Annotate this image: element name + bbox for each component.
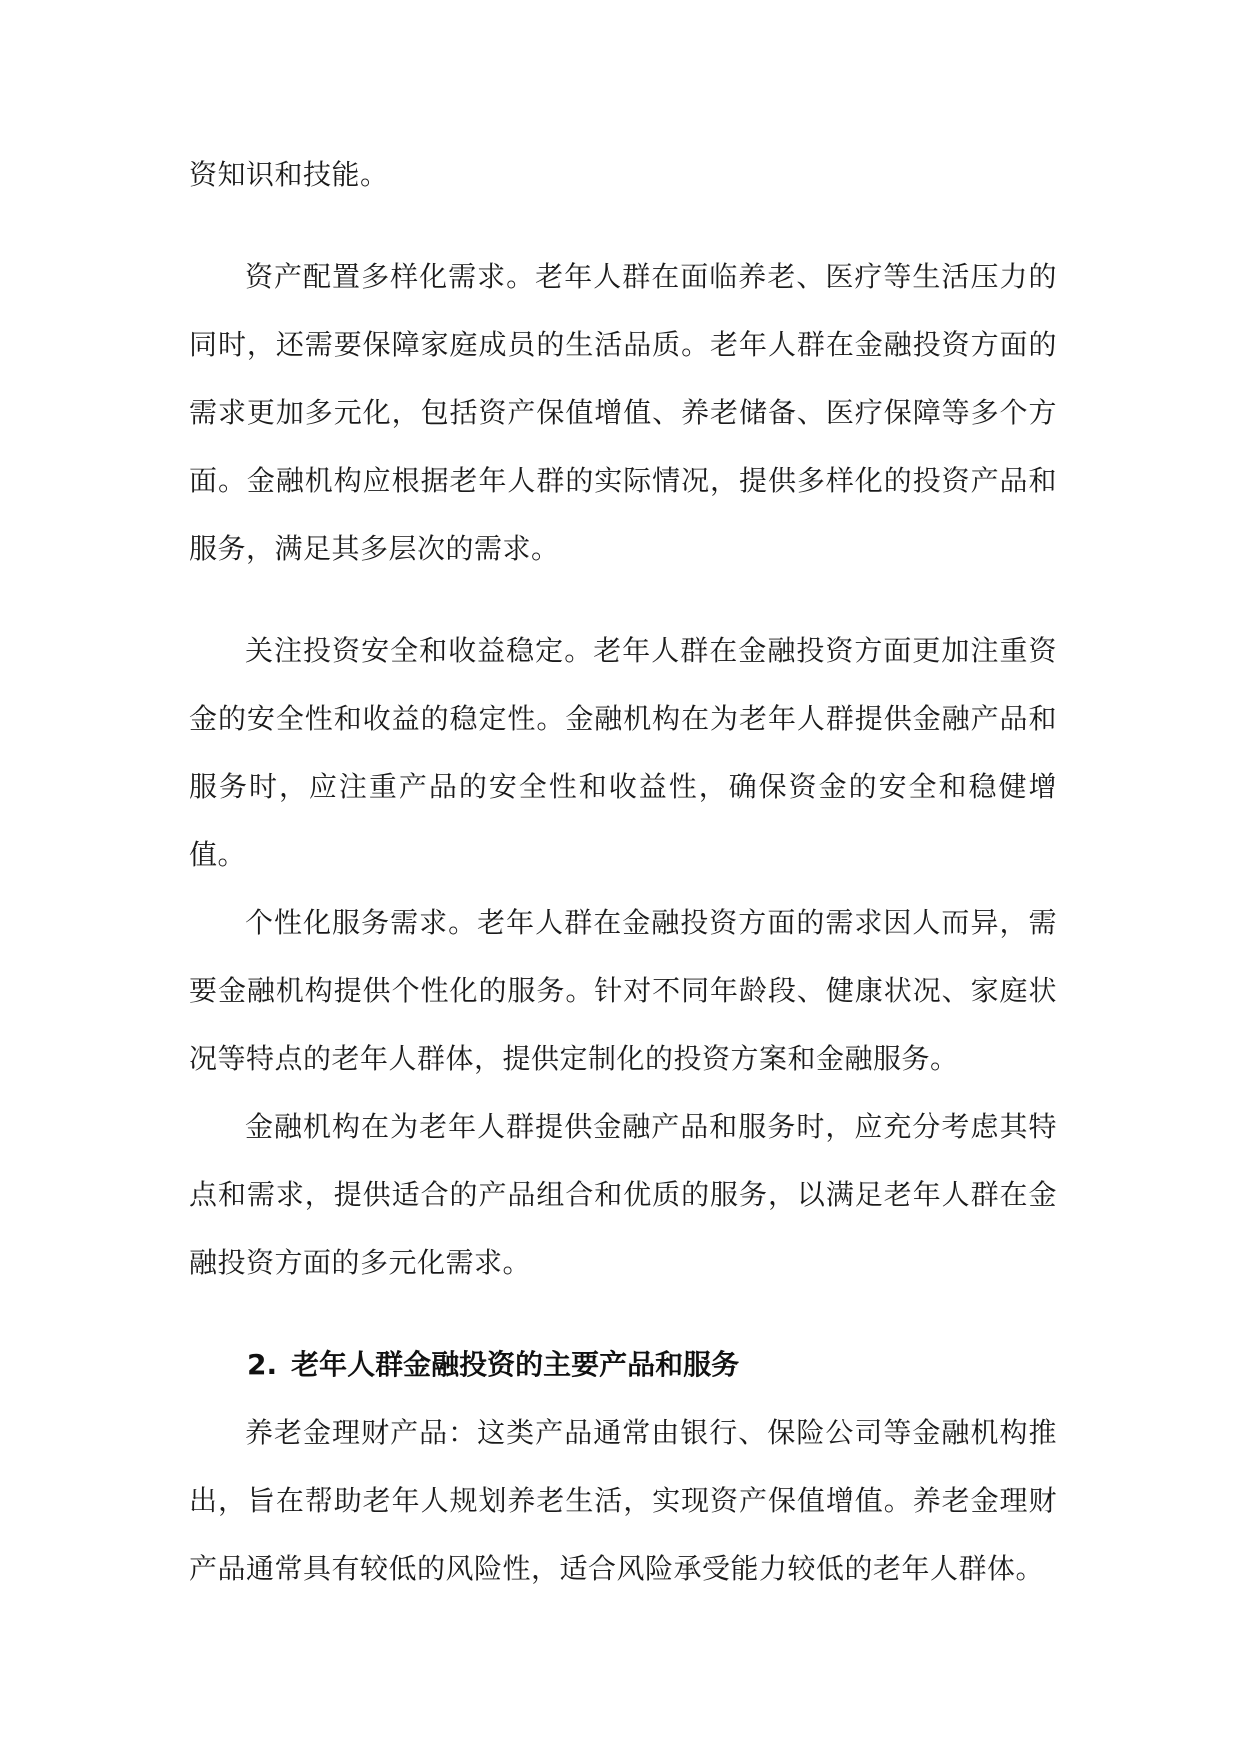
section-heading <box>189 1331 1057 1399</box>
section-title: 老年人群金融投资的主要产品和服务 <box>291 1348 740 1381</box>
paragraph-continued: 资知识和技能。 <box>189 158 389 191</box>
section-number: 2. <box>247 1348 278 1381</box>
paragraph-asset-allocation: 资产配置多样化需求。老年人群在面临养老、医疗等生活压力的同时，还需要保障家庭成员的生活品质。老年人群在金融投资方面的需求更加多元化，包括资产保值增值、养老储备、医疗保障等多个方面。金融机构应根据老年人群的实际情况，提供多样化的投资产品和服务，满足其多层次的需求。 <box>189 260 1057 565</box>
paragraph-pension-products: 养老金理财产品：这类产品通常由银行、保险公司等金融机构推出，旨在帮助老年人规划养老生活，实现资产保值增值。养老金理财产品通常具有较低的风险性，适合风险承受能力较低的老年人群体。 <box>189 1416 1057 1585</box>
document-body <box>189 141 1057 1603</box>
paragraph-personalized-service: 个性化服务需求。老年人群在金融投资方面的需求因人而异，需要金融机构提供个性化的服务。针对不同年龄段、健康状况、家庭状况等特点的老年人群体，提供定制化的投资方案和金融服务。 <box>189 906 1057 1075</box>
paragraph-investment-safety: 关注投资安全和收益稳定。老年人群在金融投资方面更加注重资金的安全性和收益的稳定性。金融机构在为老年人群提供金融产品和服务时，应注重产品的安全性和收益性，确保资金的安全和稳健增值。 <box>189 634 1057 871</box>
paragraph-summary: 金融机构在为老年人群提供金融产品和服务时，应充分考虑其特点和需求，提供适合的产品组合和优质的服务，以满足老年人群在金融投资方面的多元化需求。 <box>189 1110 1057 1279</box>
